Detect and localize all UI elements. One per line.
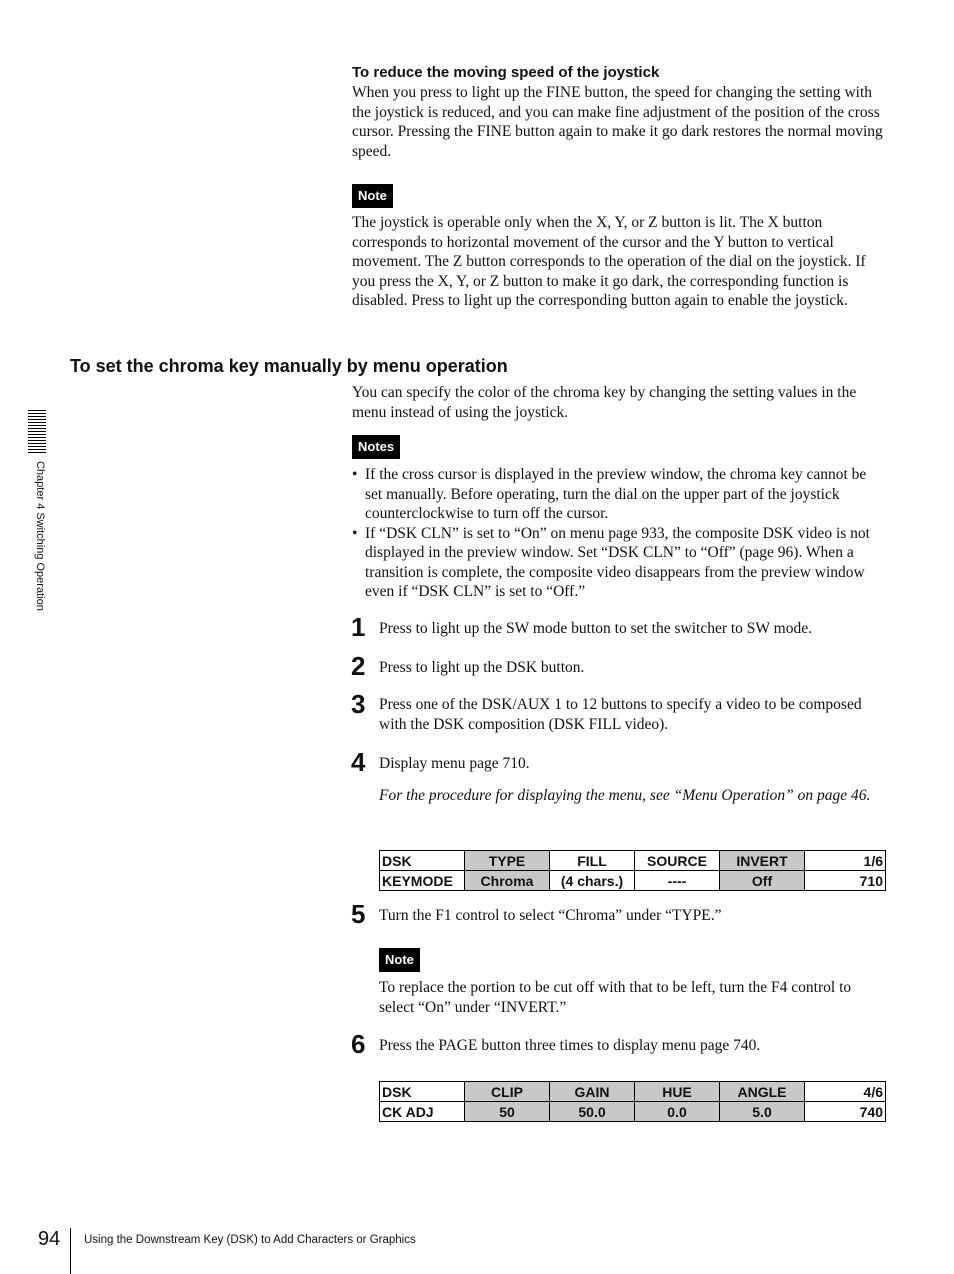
chapter-label: Chapter 4 Switching Operation bbox=[34, 461, 46, 611]
step-number: 1 bbox=[351, 612, 366, 642]
step-number: 3 bbox=[351, 689, 366, 719]
step-text: Press one of the DSK/AUX 1 to 12 buttons to specify a video to be composed with the DSK composition (DSK FILL video). bbox=[379, 696, 862, 733]
section-heading: To set the chroma key manually by menu operation bbox=[70, 356, 508, 376]
notes-badge: Notes bbox=[352, 435, 400, 459]
note-paragraph: The joystick is operable only when the X, Y, or Z button is lit. The X button corresponds to horizontal movement of the cursor and the Y button to vertical movement. The Z button corresponds to the operation of the dial on the joystick. If you press the X, Y, or Z button to make it go dark, the corresponding function is disabled. Press to light up the corresponding button again to enable the joystick. bbox=[352, 214, 866, 309]
note-paragraph: To replace the portion to be cut off with that to be left, turn the F4 control to select “On” under “INVERT.” bbox=[379, 979, 852, 1016]
step-text: Display menu page 710. bbox=[379, 755, 530, 772]
list-item: • If “DSK CLN” is set to “On” on menu page 933, the composite DSK video is not displayed in the preview window. Set “DSK CLN” to “Off” (page 96). When a transition is complete, the composite video disappears from the preview window even if “DSK CLN” is set to “Off.” bbox=[352, 524, 870, 600]
menu-table-710 bbox=[379, 850, 886, 891]
subsection-heading: To reduce the moving speed of the joystick bbox=[352, 64, 660, 81]
step-text: Turn the F1 control to select “Chroma” under “TYPE.” bbox=[379, 907, 722, 924]
step-number: 5 bbox=[351, 899, 366, 929]
table-row: KEYMODE Chroma (4 chars.) ---- Off 710 bbox=[380, 871, 886, 891]
step-text: Press to light up the DSK button. bbox=[379, 659, 585, 676]
note-badge: Note bbox=[379, 948, 420, 972]
note-badge: Note bbox=[352, 184, 393, 208]
menu-table-740 bbox=[379, 1081, 886, 1122]
intro-paragraph: You can specify the color of the chroma key by changing the setting values in the menu instead of using the joystick. bbox=[352, 384, 857, 421]
step-text: Press to light up the SW mode button to set the switcher to SW mode. bbox=[379, 620, 812, 637]
notes-list bbox=[352, 465, 884, 602]
step-number: 4 bbox=[351, 747, 366, 777]
step-number: 6 bbox=[351, 1029, 366, 1059]
table-row: CK ADJ 50 50.0 0.0 5.0 740 bbox=[380, 1102, 886, 1122]
page-number: 94 bbox=[38, 1228, 61, 1250]
step-subnote: For the procedure for displaying the menu, see “Menu Operation” on page 46. bbox=[379, 787, 871, 804]
footer-divider bbox=[70, 1228, 71, 1274]
step-text: Press the PAGE button three times to display menu page 740. bbox=[379, 1037, 761, 1054]
chapter-tab-stripe bbox=[28, 410, 46, 454]
step-number: 2 bbox=[351, 651, 366, 681]
table-row: DSK CLIP GAIN HUE ANGLE 4/6 bbox=[380, 1082, 886, 1102]
footer-title: Using the Downstream Key (DSK) to Add Characters or Graphics bbox=[84, 1234, 416, 1246]
body-paragraph: When you press to light up the FINE button, the speed for changing the setting with the joystick is reduced, and you can make fine adjustment of the position of the cross cursor. Pressing the FINE button again to make it go dark restores the normal moving speed. bbox=[352, 84, 883, 160]
table-row: DSK TYPE FILL SOURCE INVERT 1/6 bbox=[380, 851, 886, 871]
list-item: • If the cross cursor is displayed in the preview window, the chroma key cannot be set manually. Before operating, turn the dial on the upper part of the joystick counterclockwise to turn off the cursor. bbox=[352, 466, 867, 522]
